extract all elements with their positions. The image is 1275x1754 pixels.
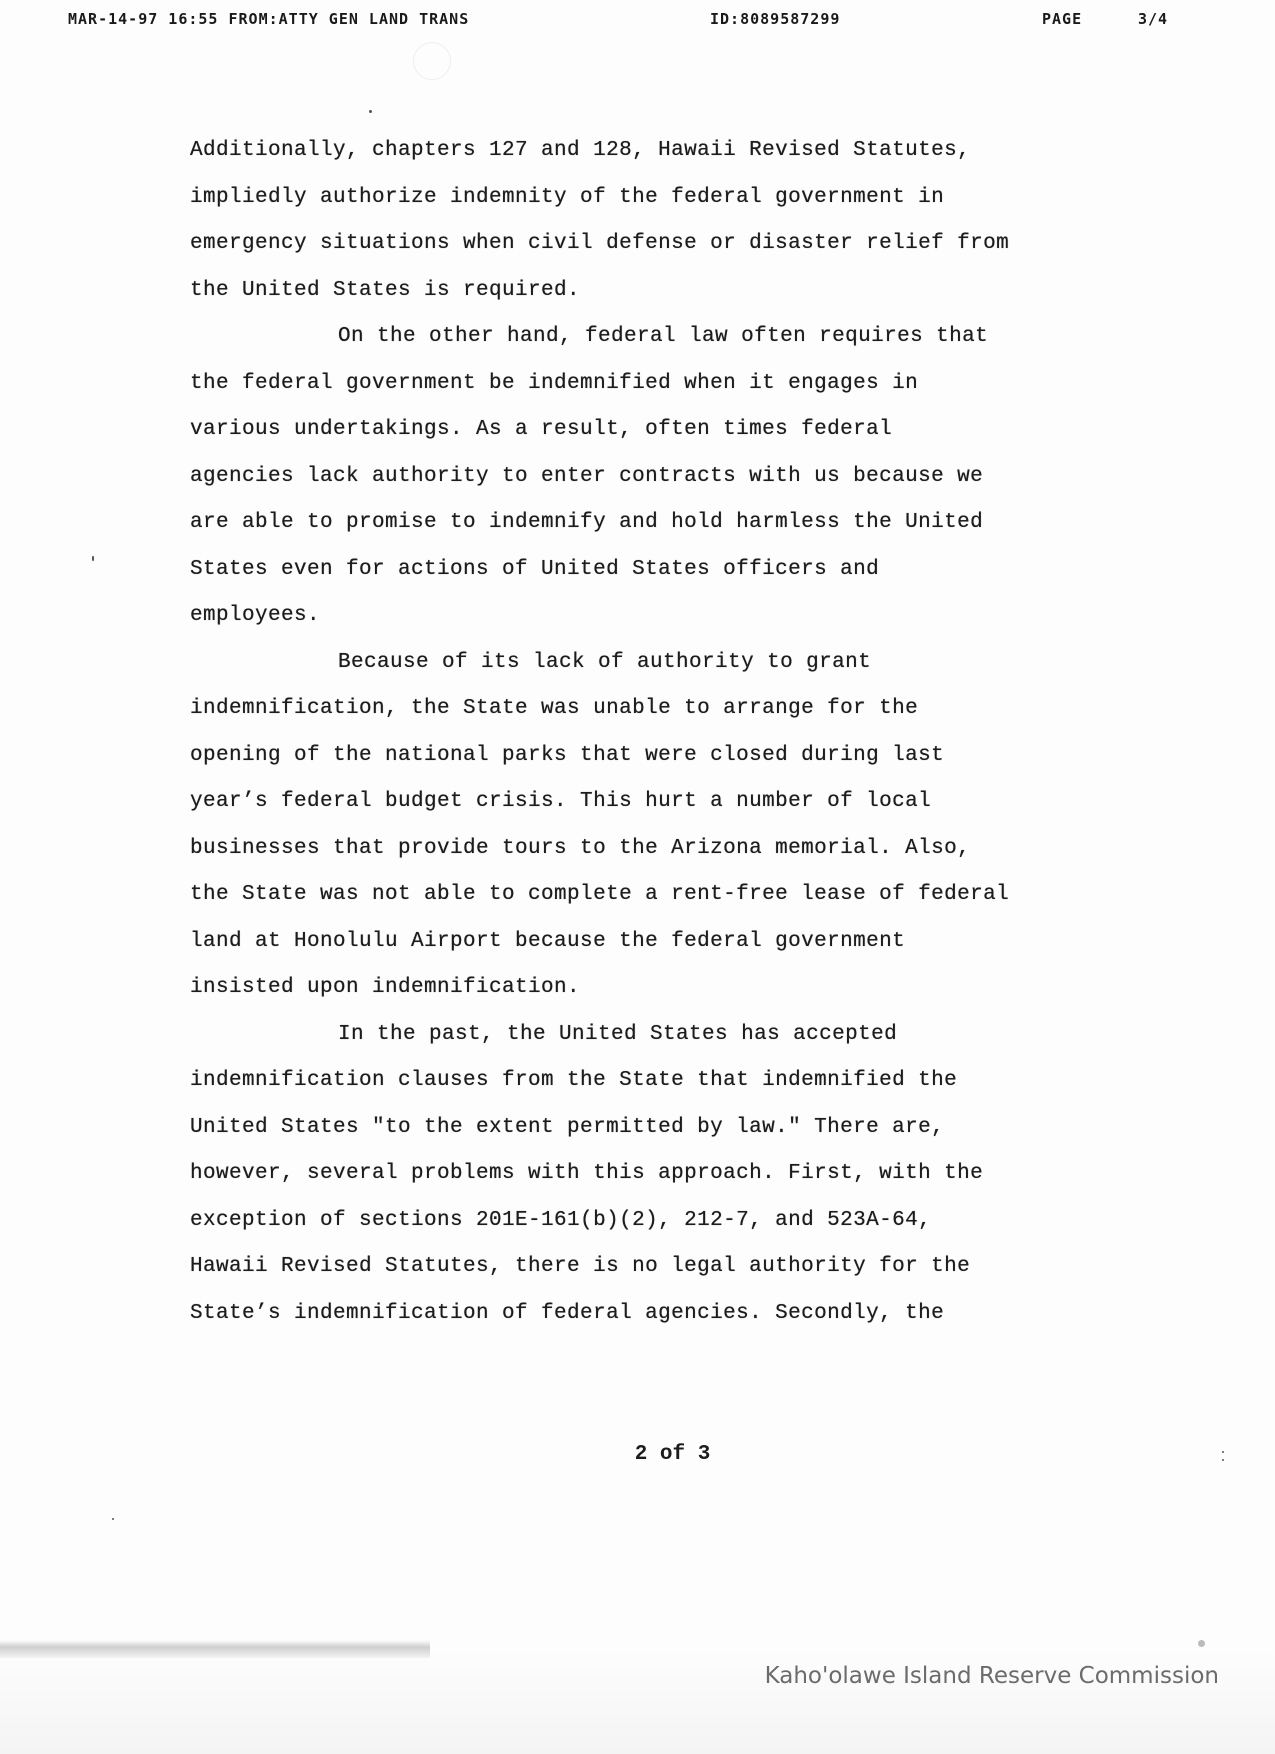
scan-edge-shadow — [0, 1640, 430, 1658]
page-footer-number: 2 of 3 — [634, 1443, 711, 1466]
fax-header-page-label: PAGE — [1042, 10, 1083, 28]
fax-header-id: ID:8089587299 — [710, 10, 841, 28]
scan-speck — [369, 110, 372, 113]
fax-header-from-line: MAR-14-97 16:55 FROM:ATTY GEN LAND TRANS — [68, 10, 470, 28]
scan-artifact-circle — [413, 42, 451, 80]
paragraph-lack-of-authority: Because of its lack of authority to grant indemnification, the State was unable to arrange for the opening of the national parks that were closed during last year’s federal budget crisis. This hurt a number of local businesses that provide tours to the Arizona memorial. Also, the State was not able to complete a rent-free lease of federal land at Honolulu Airport because the federal government insisted upon indemnification. — [190, 650, 1010, 999]
scan-speck — [1198, 1640, 1205, 1647]
scan-speck — [112, 1518, 114, 1520]
paragraph-past-practice: In the past, the United States has accepted indemnification clauses from the State that indemnified the United States "to the extent permitted by law." There are, however, several problems with this approach. First, with the exception of sections 201E-161(b)(2), 212-7, and 523A-64, Hawaii Revised Statutes, there is no legal authority for the State’s indemnification of federal agencies. Secondly, the — [190, 1022, 984, 1325]
archive-watermark: Kaho'olawe Island Reserve Commission — [764, 1663, 1219, 1689]
fax-header-page-number: 3/4 — [1138, 10, 1169, 28]
paragraph-statutes: Additionally, chapters 127 and 128, Hawaii Revised Statutes, impliedly authorize indemnity of the federal government in emergency situations when civil defense or disaster relief from the United States is required. — [190, 139, 1010, 302]
paragraph-federal-law: On the other hand, federal law often requires that the federal government be indemnified when it engages in various undertakings. As a result, often times federal agencies lack authority to enter contracts with us because we are able to promise to indemnify and hold harmless the United States even for actions of United States officers and employees. — [190, 325, 989, 627]
letter-body — [190, 128, 1110, 1337]
fax-header — [0, 10, 1275, 32]
scan-speck — [92, 556, 94, 561]
